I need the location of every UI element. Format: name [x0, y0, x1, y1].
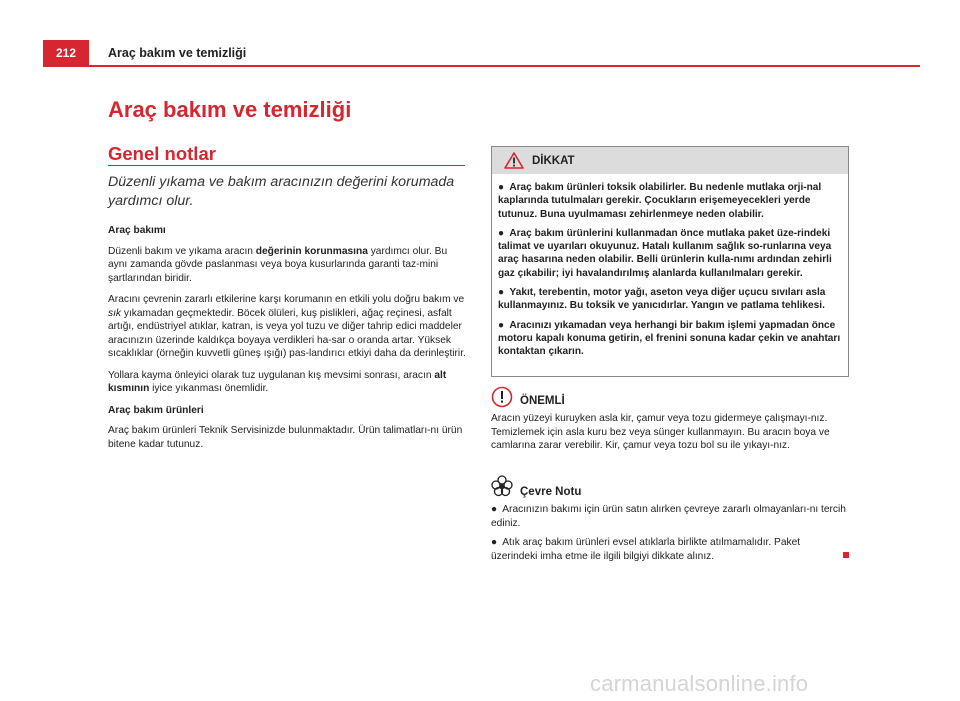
paragraph-2-text-end: yıkamadan geçmektedir. Böcek ölüleri, kuş pislikleri, ağaç reçinesi, asfalt artığı, endüstriyel atıklar, katran, is veya yol tuzu ve diğer tahrip edici maddeler aracınızın üzerinde kaldıkça boyaya verdikleri ha-sar o oranda artar. Yüksek sıcaklıklar (örneğin kuvvetli güneş ışığı) pas-landırıcı etkiyi daha da derinleştirir.	[108, 307, 466, 359]
header-divider	[43, 65, 920, 67]
bullet: ●	[498, 319, 505, 331]
bullet: ●	[491, 504, 498, 515]
paragraph-1-emphasis: değerinin korunmasına	[255, 245, 368, 257]
environment-section	[491, 475, 847, 569]
environment-header	[491, 475, 847, 499]
bullet: ●	[498, 287, 505, 299]
paragraph-2-emphasis: sık	[108, 307, 122, 319]
paragraph-3	[108, 369, 466, 396]
warning-item	[498, 319, 842, 359]
warning-triangle-icon	[504, 152, 524, 169]
warning-box	[491, 146, 849, 377]
left-column	[108, 173, 466, 459]
warning-header	[492, 147, 848, 174]
paragraph-1	[108, 245, 466, 286]
notice-title: ÖNEMLİ	[520, 395, 565, 407]
running-title: Araç bakım ve temizliği	[108, 46, 247, 60]
warning-item-text: Yakıt, terebentin, motor yağı, aseton veya diğer uçucu sıvıları asla kullanmayınız. Bu toksik ve yanıcıdırlar. Yangın ve patlama tehlikesi.	[498, 287, 826, 312]
section-title: Genel notlar	[108, 143, 216, 164]
bullet: ●	[491, 537, 498, 548]
notice-text: Aracın yüzeyi kuruyken asla kir, çamur veya tozu gidermeye çalışmayı-nız. Temizlemek için asla kuru bez veya sünger kullanmayın. Bu aracın boya ve camlarına zarar verebilir. Kir, çamur veya tozu bol su ile yıkayı-nız.	[491, 413, 830, 451]
subheading-care: Araç bakımı	[108, 225, 166, 236]
section-end-marker	[843, 552, 849, 558]
paragraph-4: Araç bakım ürünleri Teknik Servisinizde bulunmaktadır. Ürün talimatları-nı ürün bitene kadar tutunuz.	[108, 425, 463, 450]
warning-item-text: Araç bakım ürünlerini kullanmadan önce mutlaka paket üze-rindeki talimat ve uyarıları okuyunuz. Hatalı kullanım sağlık so-runlarına veya araç hasarına neden olabilir. Belli ürünlerin kulla-nımı ardından zehirli gaz çıkabilir; iyi havalandırılmış alanlarda kullanılmaları gerekir.	[498, 227, 832, 279]
warning-item	[498, 286, 842, 313]
environment-item	[491, 503, 847, 530]
bullet: ●	[498, 227, 505, 239]
warning-body	[492, 174, 848, 359]
flower-icon	[491, 475, 513, 499]
environment-item-text: Aracınızın bakımı için ürün satın alırken çevreye zararlı olmayanları-nı tercih ediniz.	[491, 504, 846, 529]
warning-item-text: Araç bakım ürünleri toksik olabilirler. Bu nedenle mutlaka orji-nal kaplarında tutulmaları gerekir. Çocukların erişemeyecekleri yerde tutunuz. Buna uyulmaması zehirlenmeye neden olabilir.	[498, 182, 822, 220]
environment-title: Çevre Notu	[520, 486, 582, 498]
warning-title: DİKKAT	[532, 154, 575, 167]
intro-text: Düzenli yıkama ve bakım aracınızın değerini korumada yardımcı olur.	[108, 174, 455, 209]
paragraph-3-text-end: iyice yıkanması önemlidir.	[149, 383, 269, 394]
page-title: Araç bakım ve temizliği	[108, 97, 352, 122]
environment-item	[491, 536, 847, 563]
page-number-text: 212	[55, 46, 77, 60]
bullet: ●	[498, 182, 505, 193]
paragraph-1-text-end: yardımcı olur. Bu aynı zamanda gövde paslanması veya boya kusurlarında garanti taz-mini şartlarından biridir.	[108, 245, 448, 284]
paragraph-3-emphasis: alt kısmının	[108, 369, 447, 394]
exclamation-circle-icon	[491, 386, 513, 408]
paragraph-2	[108, 293, 466, 361]
footer-watermark: carmanualsonline.info	[590, 671, 809, 696]
paragraph-1-text: Düzenli bakım ve yıkama aracın	[108, 245, 256, 257]
section-divider	[108, 165, 465, 166]
notice-section	[491, 386, 847, 459]
paragraph-3-text: Yollara kayma önleyici olarak tuz uygulanan kış mevsimi sonrası, aracın	[108, 369, 435, 381]
warning-item	[498, 227, 842, 280]
environment-item-text: Atık araç bakım ürünleri evsel atıklarla birlikte atılmamalıdır. Paket üzerindeki imha etme ile ilgili bilgiyi dikkate alınız.	[491, 537, 801, 562]
notice-header	[491, 386, 847, 408]
subheading-products: Araç bakım ürünleri	[108, 404, 204, 416]
paragraph-2-text: Aracını çevrenin zararlı etkilerine karşı korumanın en etkili yolu doğru bakım ve	[108, 294, 465, 305]
warning-item-text: Aracınızı yıkamadan veya herhangi bir bakım işlemi yapmadan önce motoru kapalı konuma getirin, el frenini sonuna kadar çekin ve anahtarı kontaktan çıkarın.	[498, 319, 841, 358]
warning-item	[498, 181, 842, 221]
page-number	[43, 40, 89, 66]
